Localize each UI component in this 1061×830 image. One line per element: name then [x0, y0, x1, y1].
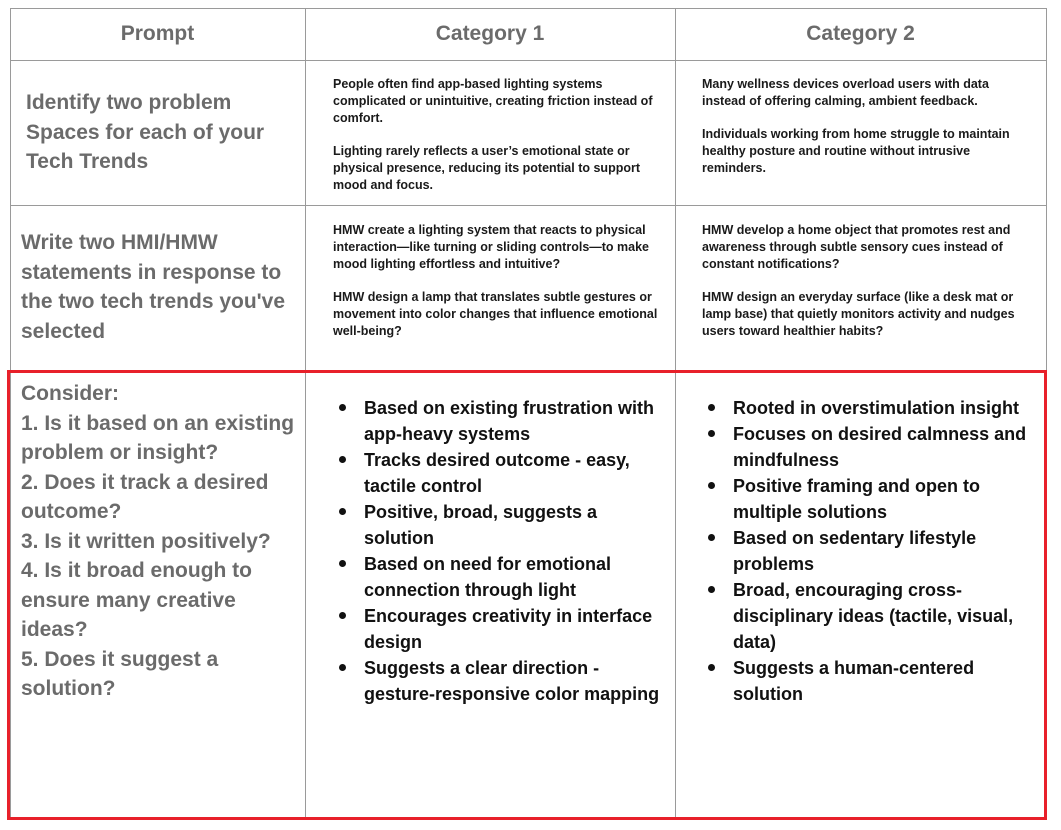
table-border-bottom: [10, 818, 1047, 819]
list-item: Focuses on desired calmness and mindfulness: [703, 421, 1038, 473]
header-category-1: Category 1: [435, 22, 545, 45]
row2-cat2-statement-1: HMW develop a home object that promotes rest and awareness through subtle sensory cues instead of constant notifications?: [702, 223, 1011, 271]
row1-cat1-statement-1: People often find app-based lighting systems complicated or unintuitive, creating friction instead of comfort.: [333, 77, 653, 125]
list-item: Based on need for emotional connection through light: [334, 551, 664, 603]
consider-line: Consider:: [21, 382, 120, 405]
row1-cat2-statement-1: Many wellness devices overload users with data instead of offering calming, ambient feedback.: [702, 77, 989, 108]
list-item: Positive framing and open to multiple solutions: [703, 473, 1038, 525]
consider-line: 4. Is it broad enough to: [21, 559, 252, 582]
row2-cat1-statement-2: HMW design a lamp that translates subtle gestures or movement into color changes that influence emotional well-being?: [333, 290, 658, 338]
list-item: Encourages creativity in interface design: [334, 603, 664, 655]
consider-category-2: [703, 395, 1038, 707]
row1-cat1-statement-2: Lighting rarely reflects a user’s emotional state or physical presence, reducing its potential to support mood and focus.: [333, 144, 641, 192]
category-1-bullet-list: [334, 395, 664, 707]
consider-line: 5. Does it suggest a: [21, 647, 219, 671]
row2-cat2-statement-2: HMW design an everyday surface (like a desk mat or lamp base) that quietly monitors activity and nudges users toward healthier habits?: [702, 290, 1015, 338]
list-item: Positive, broad, suggests a solution: [334, 499, 664, 551]
row2-category-2: [702, 222, 1032, 356]
consider-line: solution?: [21, 677, 116, 700]
row1-category-1: [333, 76, 658, 210]
row2-category-1: [333, 222, 663, 356]
consider-line: 3. Is it written positively?: [21, 529, 271, 553]
consider-line: outcome?: [21, 500, 122, 523]
column-divider-1: [305, 8, 306, 819]
header-prompt: Prompt: [120, 22, 195, 45]
consider-category-1: [334, 395, 664, 707]
list-item: Suggests a clear direction - gesture-responsive color mapping: [334, 655, 664, 707]
header-divider: [10, 60, 1047, 61]
row1-cat2-statement-2: Individuals working from home struggle to maintain healthy posture and routine without intrusive reminders.: [702, 127, 1010, 175]
consider-line: ideas?: [21, 618, 88, 641]
consider-line: problem or insight?: [21, 441, 219, 464]
table-border-left: [10, 8, 11, 819]
row2-cat1-statement-1: HMW create a lighting system that reacts to physical interaction—like turning or sliding controls—to make mood lighting effortless and intuitive?: [333, 223, 650, 271]
table-border-right: [1046, 8, 1047, 819]
row2-divider: [10, 371, 1047, 372]
row2-prompt: Write two HMI/HMW statements in response to the two tech trends you've selected: [21, 231, 286, 343]
list-item: Rooted in overstimulation insight: [703, 395, 1038, 421]
header-category-2: Category 2: [806, 22, 915, 45]
list-item: Based on existing frustration with app-heavy systems: [334, 395, 664, 447]
list-item: Suggests a human-centered solution: [703, 655, 1038, 707]
row1-prompt: Identify two problem Spaces for each of your Tech Trends: [26, 91, 265, 173]
consider-prompt: [21, 379, 301, 704]
list-item: Broad, encouraging cross-disciplinary ideas (tactile, visual, data): [703, 577, 1038, 655]
consider-line: 1. Is it based on an existing: [21, 411, 295, 435]
row1-category-2: [702, 76, 1032, 193]
consider-line: 2. Does it track a desired: [21, 470, 269, 494]
category-2-bullet-list: [703, 395, 1038, 707]
list-item: Based on sedentary lifestyle problems: [703, 525, 1038, 577]
list-item: Tracks desired outcome - easy, tactile control: [334, 447, 664, 499]
consider-line: ensure many creative: [21, 588, 236, 612]
column-divider-2: [675, 8, 676, 819]
